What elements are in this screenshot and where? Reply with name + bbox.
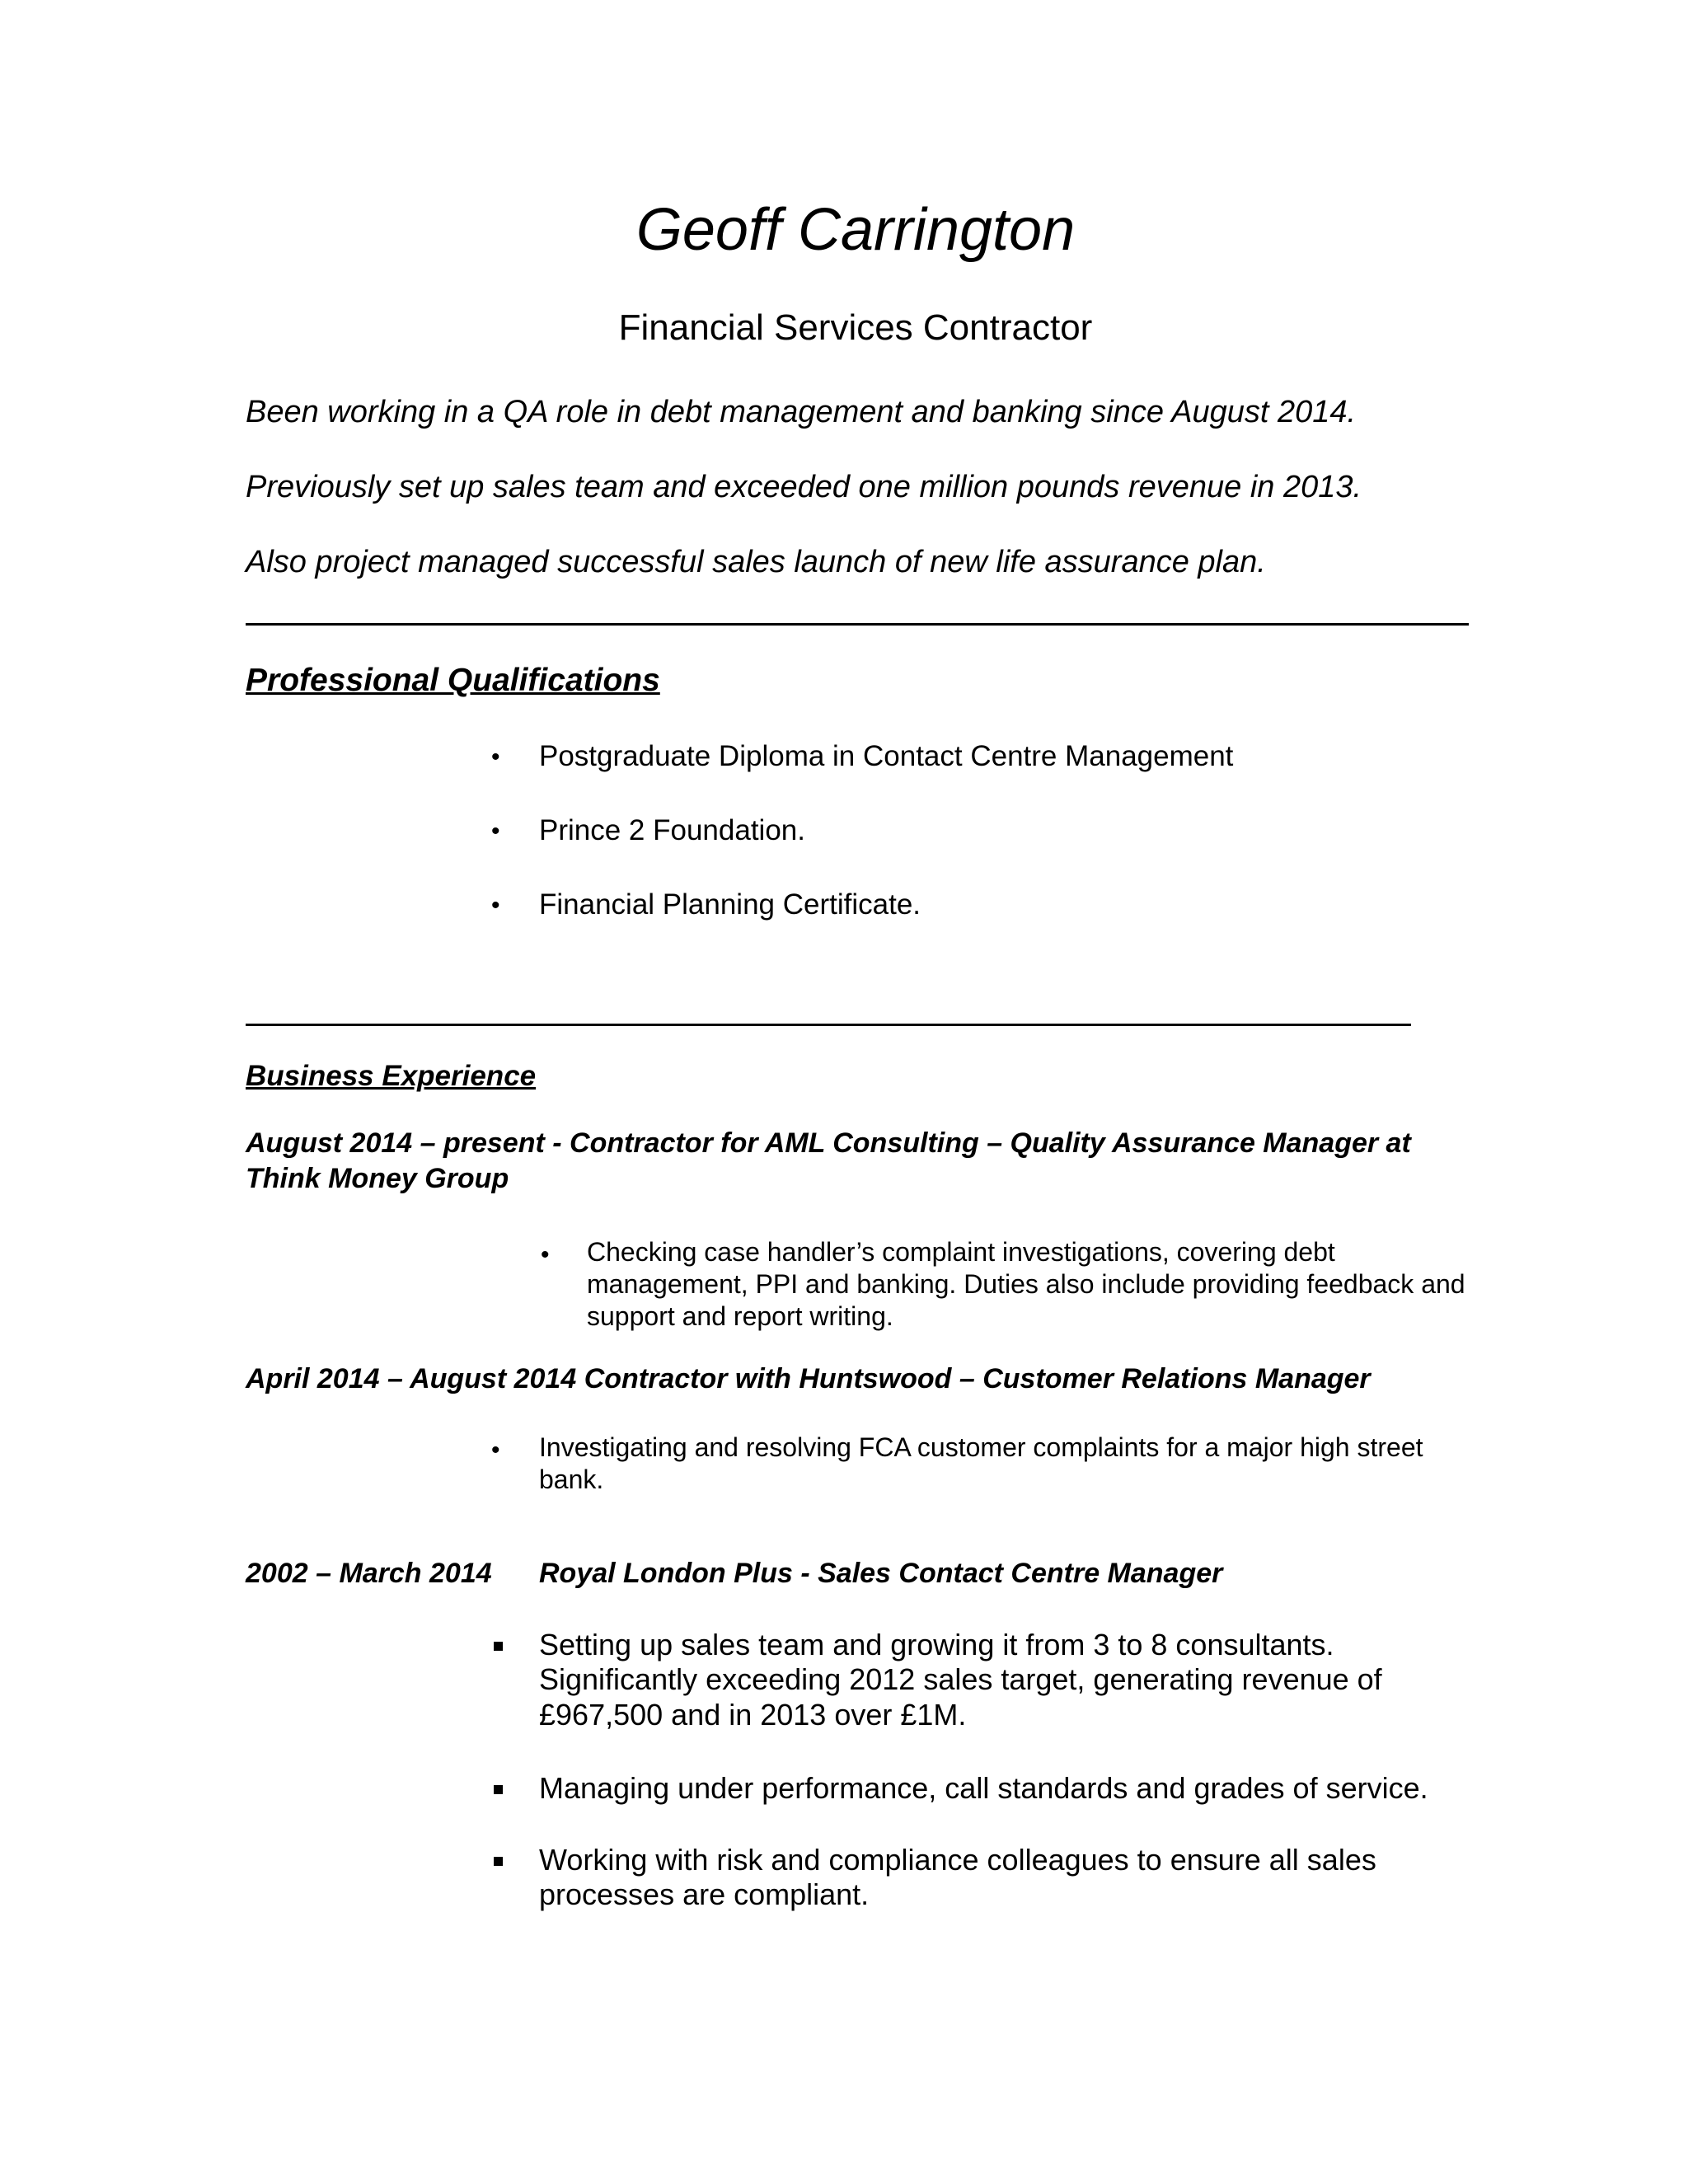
qualification-item: Postgraduate Diploma in Contact Centre Management xyxy=(539,740,1234,772)
qualification-item: Prince 2 Foundation. xyxy=(539,814,805,846)
square-bullet-icon xyxy=(494,1785,503,1794)
divider xyxy=(246,623,1469,626)
bullet-icon: • xyxy=(491,892,500,919)
summary-line: Been working in a QA role in debt management and banking since August 2014. xyxy=(246,395,1357,429)
job-description: Managing under performance, call standards and grades of service. xyxy=(539,1771,1428,1805)
job-heading: August 2014 – present - Contractor for AML Consulting – Quality Assurance Manager at Think Money Group xyxy=(246,1127,1411,1194)
experience-heading: Business Experience xyxy=(246,1060,537,1092)
bullet-icon: • xyxy=(491,1436,500,1464)
job-description: Investigating and resolving FCA customer complaints for a major high street bank. xyxy=(539,1432,1423,1495)
job-role: Royal London Plus - Sales Contact Centre Manager xyxy=(539,1558,1223,1589)
summary-line: Previously set up sales team and exceeded one million pounds revenue in 2013. xyxy=(246,470,1362,504)
square-bullet-icon xyxy=(494,1642,503,1651)
candidate-title: Financial Services Contractor xyxy=(618,307,1093,348)
bullet-icon: • xyxy=(491,818,500,845)
qualification-item: Financial Planning Certificate. xyxy=(539,888,921,921)
bullet-icon: • xyxy=(491,743,500,771)
job-description: Setting up sales team and growing it from 3 to 8 consultants. Significantly exceeding 2012 sales target, generating revenue of £967,500 and in 2013 over £1M. xyxy=(539,1628,1382,1732)
square-bullet-icon xyxy=(494,1857,503,1866)
job-description: Working with risk and compliance colleagues to ensure all sales processes are compliant. xyxy=(539,1843,1376,1912)
job-dates: 2002 – March 2014 xyxy=(246,1558,492,1589)
qualifications-heading: Professional Qualifications xyxy=(246,663,660,698)
divider xyxy=(246,1024,1411,1026)
summary-line: Also project managed successful sales launch of new life assurance plan. xyxy=(246,545,1266,579)
job-description: Checking case handler’s complaint investigations, covering debt management, PPI and banking. Duties also include providing feedback and support and report writing. xyxy=(587,1237,1465,1332)
candidate-name: Geoff Carrington xyxy=(635,197,1076,263)
job-heading: April 2014 – August 2014 Contractor with Huntswood – Customer Relations Manager xyxy=(246,1363,1371,1394)
bullet-icon: • xyxy=(541,1241,550,1268)
